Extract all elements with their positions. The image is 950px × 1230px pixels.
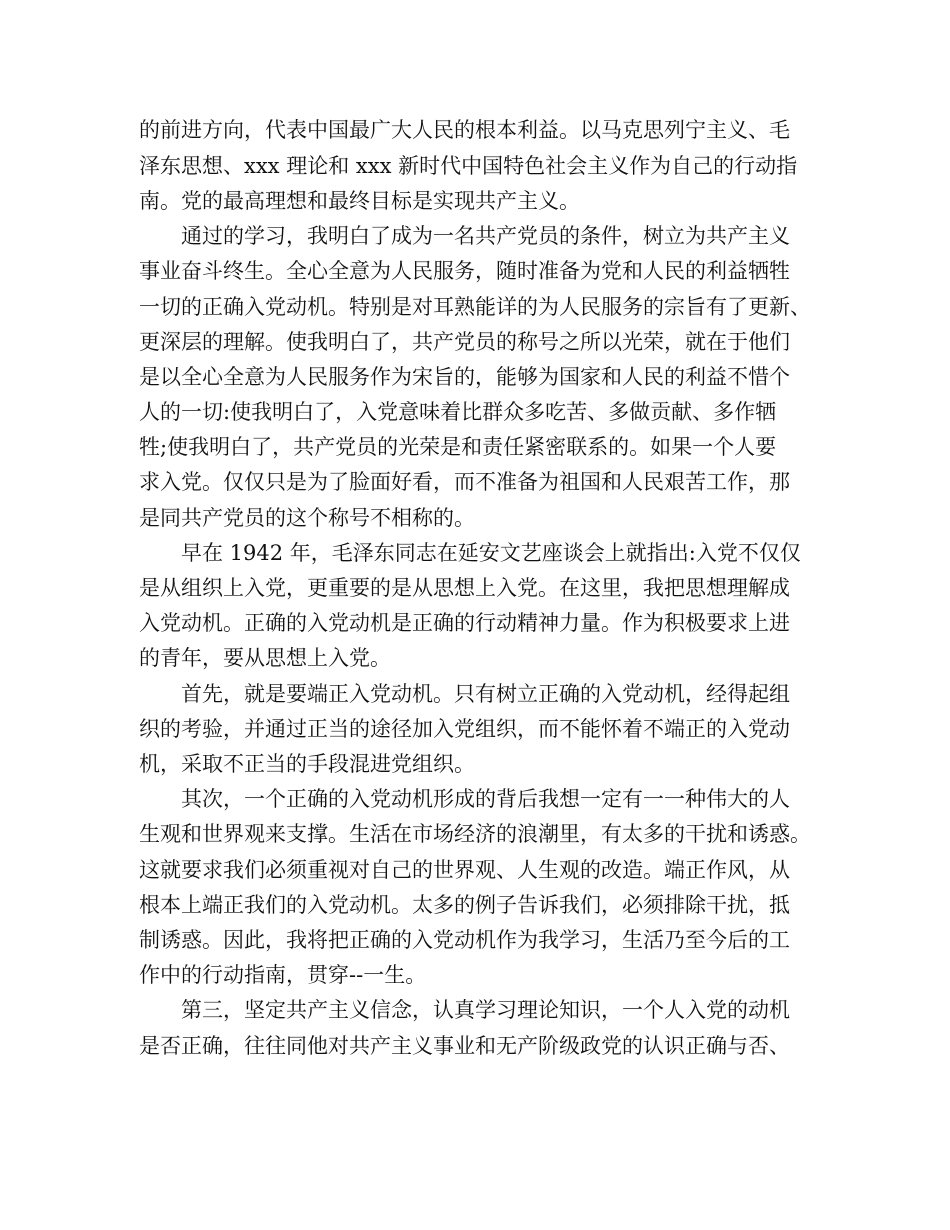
text-line: 根本上端正我们的入党动机。太多的例子告诉我们，必须排除干扰，抵 (139, 893, 790, 917)
text-line: 牲;使我明白了，共产党员的光荣是和责任紧密联系的。如果一个人要 (139, 435, 777, 459)
text-line: 是从组织上入党，更重要的是从思想上入党。在这里，我把思想理解成 (139, 576, 790, 600)
paragraph-first-line: 首先，就是要端正入党动机。只有树立正确的入党动机，经得起组 (181, 682, 790, 706)
text-line: 制诱惑。因此，我将把正确的入党动机作为我学习，生活乃至今后的工 (139, 928, 790, 952)
text-line: 南。党的最高理想和最终目标是实现共产主义。 (139, 189, 580, 213)
text-line: 生观和世界观来支撑。生活在市场经济的浪潮里，有太多的干扰和诱惑。 (139, 822, 811, 846)
paragraph-first-line: 早在 1942 年，毛泽东同志在延安文艺座谈会上就指出:入党不仅仅 (181, 541, 801, 565)
text-line: 是否正确，往往同他对共产主义事业和无产阶级政党的认识正确与否、 (139, 1034, 790, 1058)
paragraph-first-line: 其次，一个正确的入党动机形成的背后我想一定有一一种伟大的人 (181, 787, 790, 811)
text-line: 人的一切:使我明白了，入党意味着比群众多吃苦、多做贡献、多作牺 (139, 400, 777, 424)
text-line: 一切的正确入党动机。特别是对耳熟能详的为人民服务的宗旨有了更新、 (139, 295, 811, 319)
text-line: 是以全心全意为人民服务作为宋旨的，能够为国家和人民的利益不惜个 (139, 365, 790, 389)
text-line: 是同共产党员的这个称号不相称的。 (139, 506, 475, 530)
text-line: 机，采取不正当的手段混进党组织。 (139, 752, 475, 776)
text-line: 求入党。仅仅只是为了脸面好看，而不准备为祖国和人民艰苦工作，那 (139, 470, 790, 494)
text-line: 泽东思想、xxx 理论和 xxx 新时代中国特色社会主义作为自己的行动指 (139, 154, 798, 178)
text-line: 更深层的理解。使我明白了，共产党员的称号之所以光荣，就在于他们 (139, 330, 790, 354)
text-line: 作中的行动指南，贯穿--一生。 (139, 963, 427, 987)
text-line: 的前进方向，代表中国最广大人民的根本利益。以马克思列宁主义、毛 (139, 118, 790, 142)
text-line: 入党动机。正确的入党动机是正确的行动精神力量。作为积极要求上进 (139, 611, 790, 635)
text-line: 事业奋斗终生。全心全意为人民服务，随时准备为党和人民的利益牺牲 (139, 259, 790, 283)
text-line: 的青年，要从思想上入党。 (139, 646, 391, 670)
text-line: 织的考验，并通过正当的途径加入党组织，而不能怀着不端正的入党动 (139, 717, 790, 741)
text-line: 这就要求我们必须重视对自己的世界观、人生观的改造。端正作风，从 (139, 858, 790, 882)
paragraph-first-line: 通过的学习，我明白了成为一名共产党员的条件，树立为共产主义 (181, 224, 790, 248)
paragraph-first-line: 第三，坚定共产主义信念，认真学习理论知识，一个人入党的动机 (181, 998, 790, 1022)
